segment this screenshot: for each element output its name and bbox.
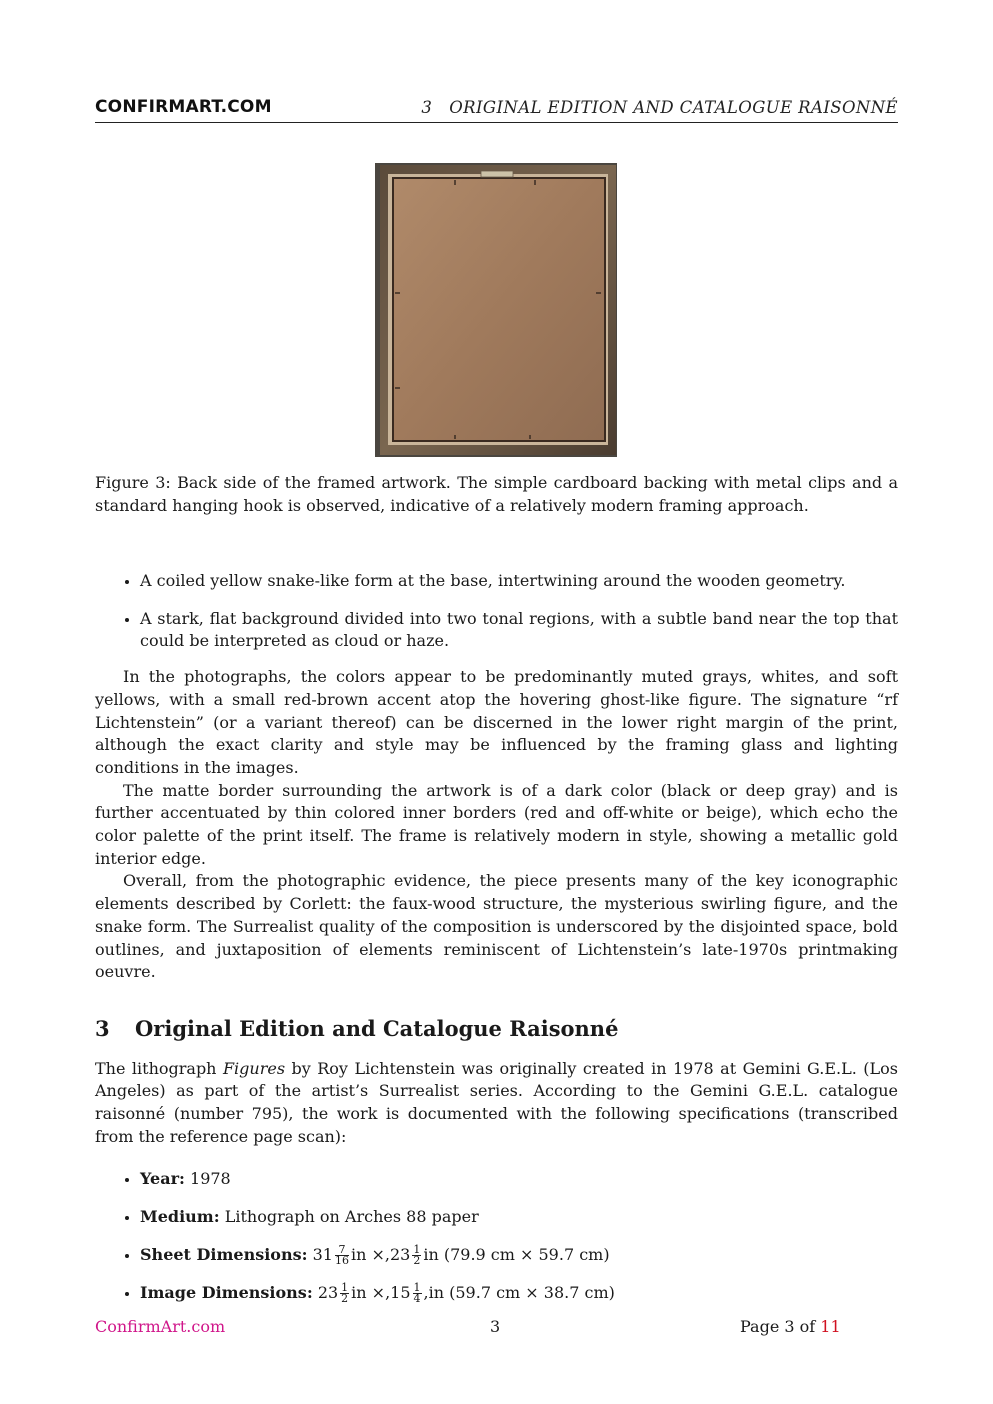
- paragraph-colors: In the photographs, the colors appear to be predominantly muted grays, whites, and soft yellows, with a small red-brown accent atop the hovering ghost-like figure. The signature “rf Lichtenstein” (or a variant thereof) can be discerned in the lower right margin of the print, although the exact clarity and style may be influenced by the framing glass and lighting conditions in the images.: [95, 667, 898, 777]
- header-rule: [95, 122, 898, 123]
- figure-caption: Figure 3: Back side of the framed artwork. The simple cardboard backing with metal clips and a standard hanging hook is observed, indicative of a relatively modern framing approach.: [95, 473, 898, 515]
- spec-medium: [140, 1206, 898, 1229]
- spec-label: Medium:: [140, 1207, 220, 1227]
- feature-list: [95, 570, 898, 653]
- footer-page-number: 3: [490, 1317, 501, 1336]
- spec-label: Sheet Dimensions:: [140, 1244, 308, 1264]
- spec-label: Year:: [140, 1169, 185, 1189]
- section-intro: [95, 1058, 898, 1149]
- spec-year: [140, 1168, 898, 1191]
- framed-artwork-back-photo: [375, 163, 617, 457]
- intro-text-end: by Roy Lichtenstein was originally created in 1978 at Gemini G.E.L. (Los Angeles) as part of the artist’s Surrealist series. According to the Gemini G.E.L. catalogue raisonné (number 795), the work is documented with the following specifications (transcribed from the reference page scan):: [95, 1058, 898, 1146]
- total-pages-link[interactable]: 11: [820, 1317, 841, 1336]
- fraction: $\frac{1}{2}$: [413, 1242, 421, 1267]
- spec-label: Image Dimensions:: [140, 1282, 313, 1302]
- specs-list: [95, 1168, 898, 1304]
- footer-site-link[interactable]: ConfirmArt.com: [95, 1317, 226, 1336]
- fraction: $\frac{1}{4}$: [413, 1280, 421, 1305]
- footer-page-count: Page 3 of 11: [740, 1317, 841, 1336]
- header-logo: CONFIRMART.COM: [95, 97, 272, 117]
- intro-text-start: The lithograph: [95, 1058, 223, 1078]
- section-title: Original Edition and Catalogue Raisonné: [135, 1015, 619, 1041]
- section-number: 3: [95, 1015, 110, 1041]
- spec-sheet-dimensions: • Sheet Dimensions: 31 $\frac{7}{16}$ in ×,23 $\frac{1}{2}$ in (79.9 cm × 59.7 cm): [140, 1244, 898, 1267]
- header-section-title: 3 ORIGINAL EDITION AND CATALOGUE RAISONNÉ: [421, 98, 898, 117]
- fraction: $\frac{1}{2}$: [341, 1280, 349, 1305]
- list-item: • A stark, flat background divided into two tonal regions, with a subtle band near the top that could be interpreted as cloud or haze.: [140, 608, 898, 653]
- main-content: [95, 570, 898, 1319]
- paragraph-overall: Overall, from the photographic evidence, the piece presents many of the key iconographic elements described by Corlett: the faux-wood structure, the mysterious swirling figure, and the snake form. The Surrealist quality of the composition is underscored by the disjointed space, bold outlines, and juxtaposition of elements reminiscent of Lichtenstein’s late-1970s printmaking oeuvre.: [95, 871, 898, 982]
- spec-value: 1978: [190, 1169, 231, 1189]
- section-heading: [95, 1015, 898, 1041]
- artwork-title: Figures: [222, 1058, 286, 1078]
- fraction: $\frac{7}{16}$: [334, 1242, 349, 1267]
- paragraph-matte: The matte border surrounding the artwork is of a dark color (black or deep gray) and is further accentuated by thin colored inner borders (red and off-white or beige), which echo the color palette of the print itself. The frame is relatively modern in style, showing a metallic gold interior edge.: [95, 780, 898, 868]
- spec-image-dimensions: • Image Dimensions: 23 $\frac{1}{2}$ in ×,15 $\frac{1}{4}$ ,in (59.7 cm × 38.7 cm): [140, 1282, 898, 1305]
- spec-value: Lithograph on Arches 88 paper: [224, 1207, 479, 1227]
- spec-value: 23: [317, 1282, 339, 1302]
- spec-value: 31: [312, 1244, 333, 1264]
- list-item: • A coiled yellow snake-like form at the base, intertwining around the wooden geometry.: [140, 570, 898, 593]
